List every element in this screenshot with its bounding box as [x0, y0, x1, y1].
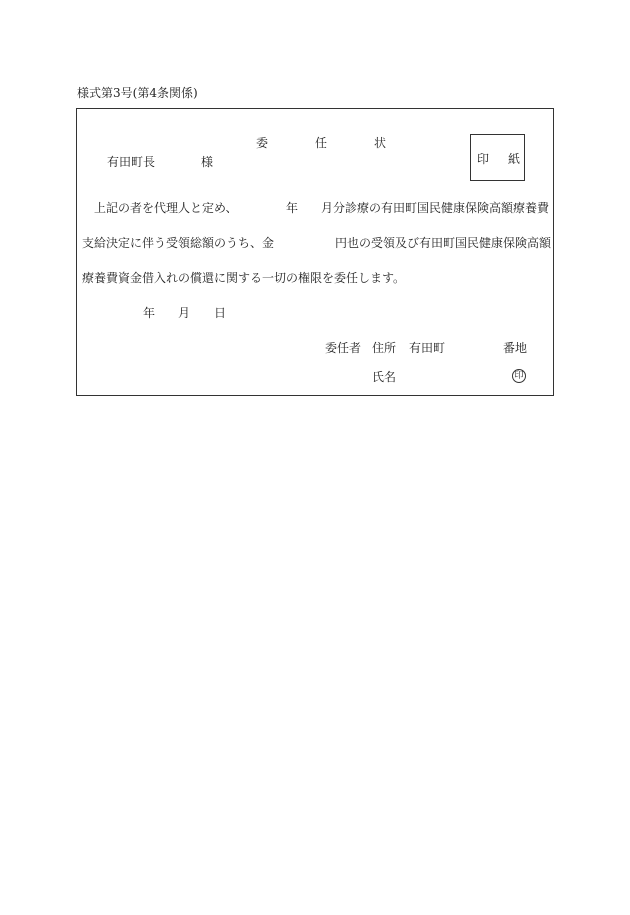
date-year: 年: [143, 306, 156, 320]
date-month: 月: [178, 306, 191, 320]
body-line1-year: 年: [286, 201, 299, 215]
address-town: 有田町: [409, 341, 446, 355]
stamp-char-1: 印: [477, 152, 490, 166]
title-char-3: 状: [374, 136, 387, 150]
address-banchi: 番地: [503, 341, 528, 355]
body-line2-text-b: 円也の受領及び有田町国民健康保険高額: [335, 236, 552, 250]
date-day: 日: [214, 306, 227, 320]
title-char-2: 任: [315, 136, 328, 150]
address-label: 住所: [372, 341, 397, 355]
seal-mark: 印: [512, 369, 526, 383]
form-number-label: 様式第3号(第4条関係): [77, 86, 198, 100]
name-label: 氏名: [372, 370, 397, 384]
addressee-name: 有田町長: [107, 155, 156, 169]
title-char-1: 委: [256, 136, 269, 150]
body-line3-text: 療養費資金借入れの償還に関する一切の権限を委任します。: [82, 271, 406, 285]
body-line2-text-a: 支給決定に伴う受領総額のうち、金: [82, 236, 275, 250]
delegator-label: 委任者: [325, 341, 362, 355]
stamp-char-2: 紙: [508, 152, 521, 166]
body-line1-text-c: 月分診療の有田町国民健康保険高額療養費: [321, 201, 550, 215]
body-line1-text-a: 上記の者を代理人と定め、: [94, 201, 238, 215]
addressee-honorific: 様: [201, 155, 214, 169]
